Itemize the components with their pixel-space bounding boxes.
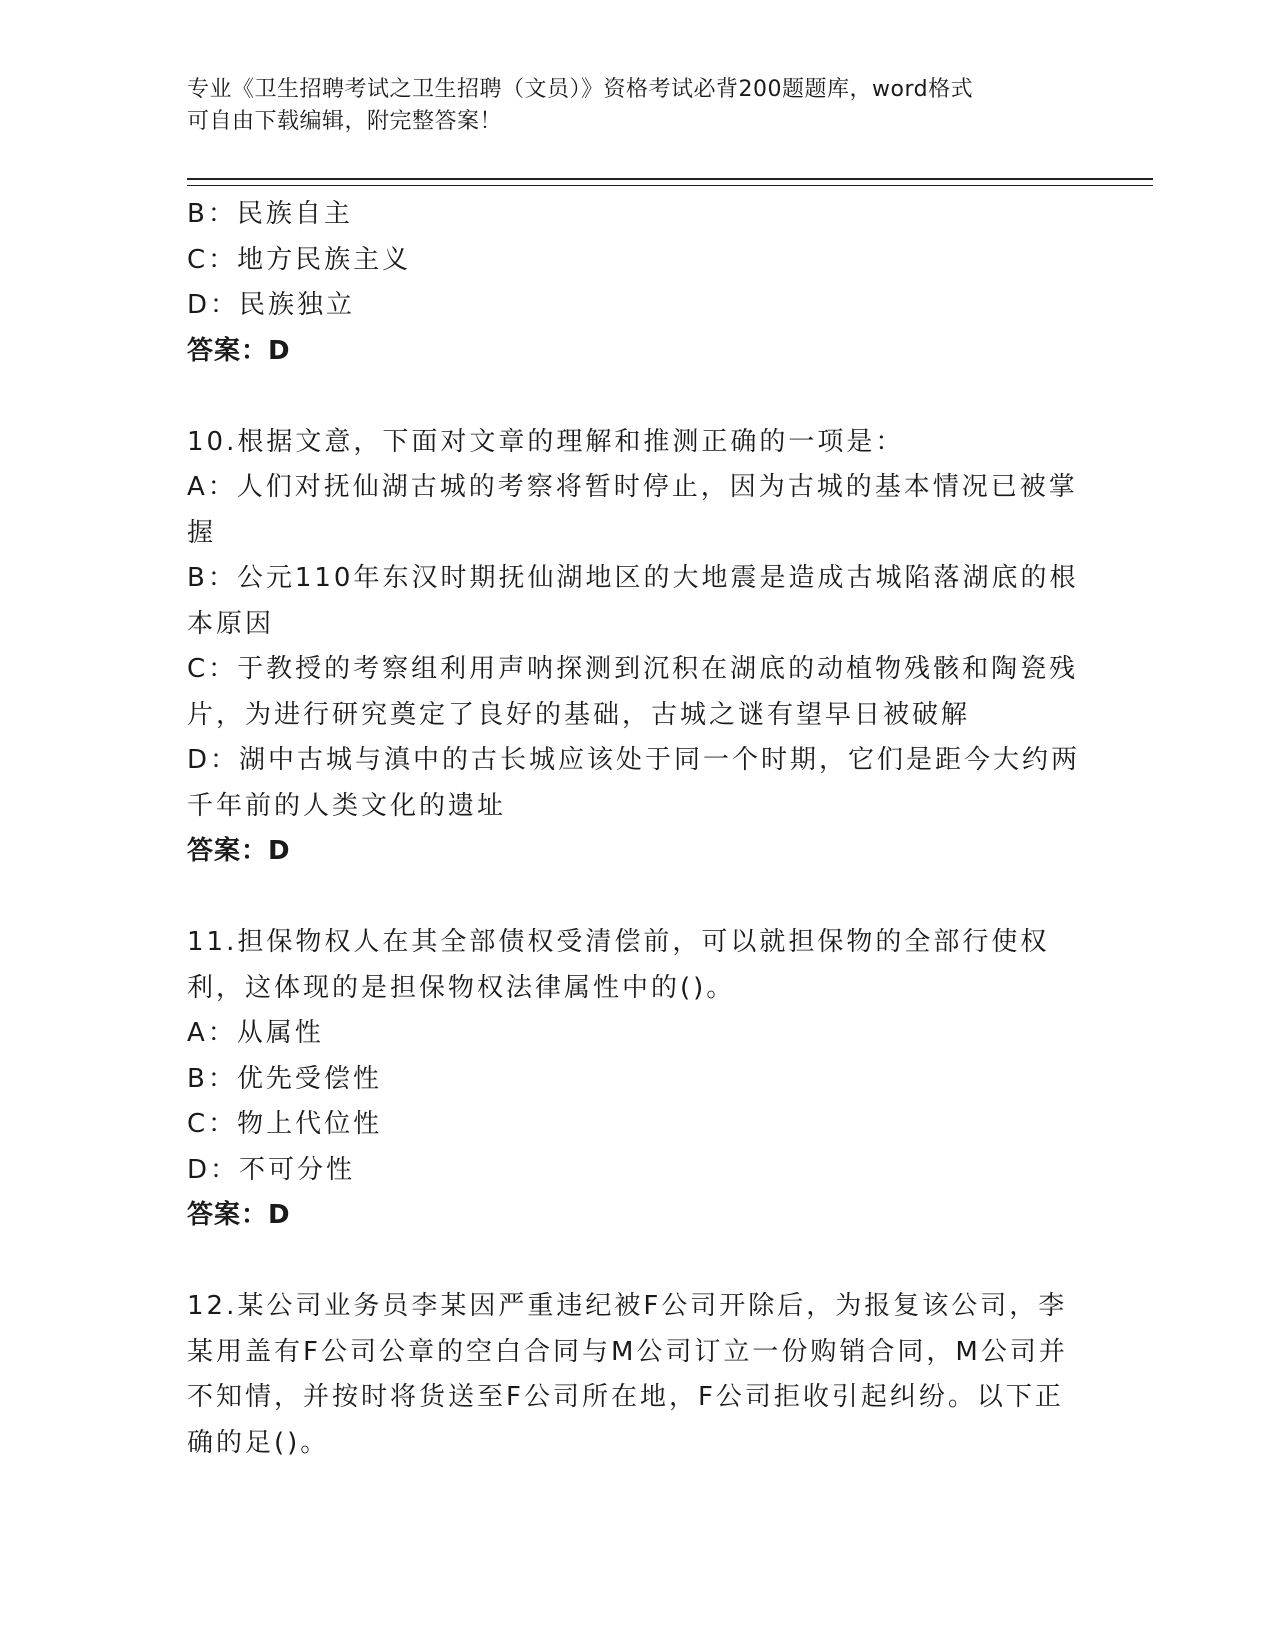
question-9-tail	[187, 192, 1087, 374]
q9-option-c: C：地方民族主义	[187, 244, 412, 275]
q9-option-d: D：民族独立	[187, 290, 356, 320]
question-10	[187, 420, 1087, 875]
spacer	[187, 1239, 1087, 1285]
header-divider	[187, 178, 1153, 186]
q10-option-b: B：公元110年东汉时期抚仙湖地区的大地震是造成古城陷落湖底的根本原因	[187, 563, 1079, 639]
header-title-line-2: 可自由下载编辑，附完整答案！	[187, 109, 503, 134]
spacer	[187, 875, 1087, 921]
q11-option-b: B：优先受偿性	[187, 1063, 382, 1094]
header-title-line-1: 专业《卫生招聘考试之卫生招聘（文员）》资格考试必背200题题库，word格式	[187, 77, 974, 102]
q11-option-c: C：物上代位性	[187, 1109, 383, 1139]
q11-option-a: A：从属性	[187, 1018, 324, 1048]
q10-option-c: C：于教授的考察组利用声呐探测到沉积在湖底的动植物残骸和陶瓷残片，为进行研究奠定了良好的基础，古城之谜有望早日被破解	[187, 654, 1079, 730]
q10-answer: 答案：D	[187, 836, 291, 866]
q11-option-d: D：不可分性	[187, 1154, 356, 1185]
page-header	[187, 74, 1087, 138]
q11-answer: 答案：D	[187, 1200, 291, 1230]
q9-answer: 答案：D	[187, 335, 291, 366]
question-11	[187, 920, 1087, 1239]
q11-stem: 11.担保物权人在其全部债权受清偿前，可以就担保物的全部行使权利，这体现的是担保物权法律属性中的()。	[187, 927, 1050, 1003]
question-12	[187, 1284, 1087, 1466]
q10-option-d: D：湖中古城与滇中的古长城应该处于同一个时期，它们是距今大约两千年前的人类文化的遗址	[187, 745, 1081, 821]
document-body	[187, 192, 1087, 1466]
q12-stem: 12.某公司业务员李某因严重违纪被F公司开除后，为报复该公司，李某用盖有F公司公章的空白合同与M公司订立一份购销合同，M公司并不知情，并按时将货送至F公司所在地，F公司拒收引起纠纷。以下正确的足()。	[187, 1291, 1068, 1458]
spacer	[187, 374, 1087, 420]
q10-stem: 10.根据文意，下面对文章的理解和推测正确的一项是：	[187, 426, 905, 457]
q9-option-b: B：民族自主	[187, 199, 353, 229]
q10-option-a: A：人们对抚仙湖古城的考察将暂时停止，因为古城的基本情况已被掌握	[187, 472, 1078, 548]
